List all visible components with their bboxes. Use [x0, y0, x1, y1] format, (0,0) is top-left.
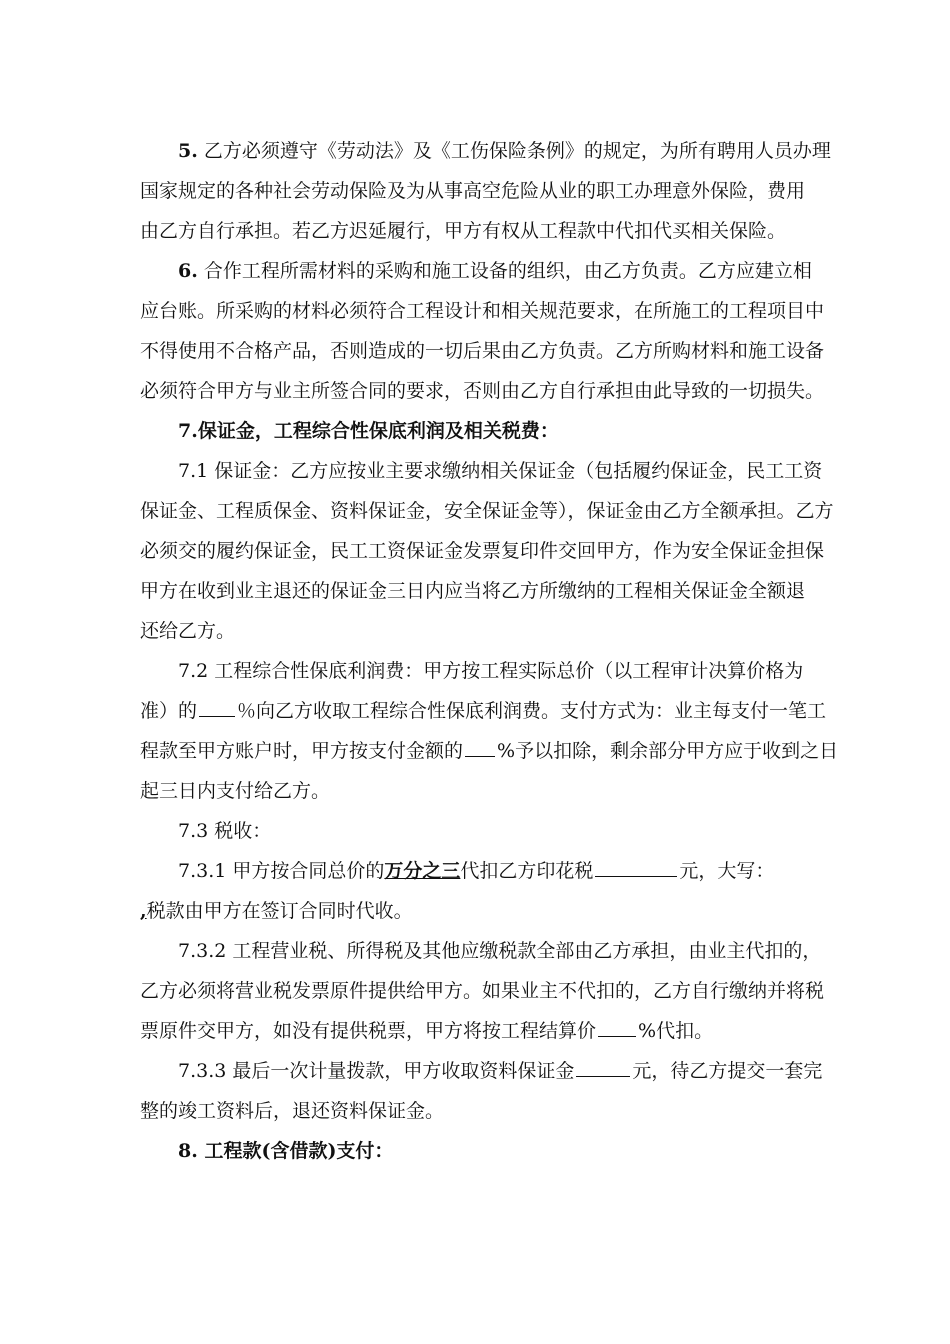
section-8-heading: 8. 工程款(含借款)支付： [178, 1140, 394, 1162]
clause-6-text-1: 合作工程所需材料的采购和施工设备的组织，由乙方负责。乙方应建立相 [203, 260, 812, 282]
clause-7-3-1-text-c: 代扣乙方印花税 [460, 860, 594, 882]
clause-7-2-text-3a: 程款至甲方账户时，甲方按支付金额的 [140, 740, 464, 762]
clause-5-line-2: 国家规定的各种社会劳动保险及为从事高空危险从业的职工办理意外保险，费用 [140, 180, 806, 202]
clause-7-3-3-text-a: 7.3.3 最后一次计量拨款，甲方收取资料保证金 [178, 1060, 575, 1082]
stamp-tax-blank[interactable] [595, 857, 677, 877]
clause-7-1-line-2: 保证金、工程质保金、资料保证金，安全保证金等），保证金由乙方全额承担。乙方 [140, 500, 834, 522]
section-7-heading: 7.保证金，工程综合性保底利润及相关税费： [178, 420, 559, 442]
clause-7-2-line-4: 起三日内支付给乙方。 [140, 780, 331, 802]
amount-words-blank: , [140, 900, 147, 922]
clause-7-2-line-3 [140, 736, 838, 766]
clause-7-3-1-text-d: 元，大写： [679, 860, 775, 882]
document-deposit-blank[interactable] [576, 1057, 630, 1077]
clause-7-1-line-5: 还给乙方。 [140, 620, 236, 642]
clause-6-line-4: 必须符合甲方与业主所签合同的要求，否则由乙方自行承担由此导致的一切损失。 [140, 380, 825, 402]
clause-7-1-line-1: 7.1 保证金：乙方应按业主要求缴纳相关保证金（包括履约保证金，民工工资 [178, 460, 823, 482]
clause-6-number: 6. [178, 260, 198, 282]
clause-6-line-2: 应台账。所采购的材料必须符合工程设计和相关规范要求，在所施工的工程项目中 [140, 300, 825, 322]
clause-7-3-2-line-2: 乙方必须将营业税发票原件提供给甲方。如果业主不代扣的，乙方自行缴纳并将税 [140, 980, 825, 1002]
deduction-rate-blank[interactable] [465, 737, 495, 757]
clause-7-2-line-1: 7.2 工程综合性保底利润费：甲方按工程实际总价（以工程审计决算价格为 [178, 660, 804, 682]
rate-emphasis: 万分之三 [384, 860, 461, 882]
clause-7-2-text-2b: ％向乙方收取工程综合性保底利润费。支付方式为：业主每支付一笔工 [237, 700, 827, 722]
clause-7-3-2-text-3a: 票原件交甲方，如没有提供税票，甲方将按工程结算价 [140, 1020, 597, 1042]
clause-7-3-1-text-f: 税款由甲方在签订合同时代收。 [146, 900, 413, 922]
clause-7-3-2-text-3b: %代扣。 [638, 1020, 714, 1042]
clause-7-2-text-2a: 准）的 [140, 700, 198, 722]
clause-5-line-1 [178, 136, 831, 166]
clause-6-line-1 [178, 256, 812, 286]
clause-7-1-line-4: 甲方在收到业主退还的保证金三日内应当将乙方所缴纳的工程相关保证金全额退 [140, 580, 806, 602]
clause-7-3-1-line-2 [140, 896, 413, 926]
clause-7-3-3-line-2: 整的竣工资料后，退还资料保证金。 [140, 1100, 445, 1122]
clause-5-text-1: 乙方必须遵守《劳动法》及《工伤保险条例》的规定，为所有聘用人员办理 [203, 140, 831, 162]
clause-7-3-3-text-b: 元，待乙方提交一套完 [632, 1060, 823, 1082]
withholding-rate-blank[interactable] [598, 1017, 636, 1037]
clause-7-3-1-line-1 [178, 856, 774, 886]
clause-6-line-3: 不得使用不合格产品，否则造成的一切后果由乙方负责。乙方所购材料和施工设备 [140, 340, 825, 362]
clause-7-1-line-3: 必须交的履约保证金，民工工资保证金发票复印件交回甲方，作为安全保证金担保 [140, 540, 825, 562]
clause-5-line-3: 由乙方自行承担。若乙方迟延履行，甲方有权从工程款中代扣代买相关保险。 [140, 220, 787, 242]
clause-7-3-1-text-a: 7.3.1 甲方按合同总价的 [178, 860, 385, 882]
rate-blank[interactable] [199, 697, 235, 717]
clause-7-2-text-3b: %予以扣除，剩余部分甲方应于收到之日 [497, 740, 839, 762]
clause-5-number: 5. [178, 140, 198, 162]
section-7-3-heading: 7.3 税收： [178, 820, 272, 842]
clause-7-3-2-line-1: 7.3.2 工程营业税、所得税及其他应缴税款全部由乙方承担，由业主代扣的， [178, 940, 822, 962]
clause-7-3-3-line-1 [178, 1056, 822, 1086]
clause-7-3-2-line-3 [140, 1016, 713, 1046]
clause-7-2-line-2 [140, 696, 826, 726]
